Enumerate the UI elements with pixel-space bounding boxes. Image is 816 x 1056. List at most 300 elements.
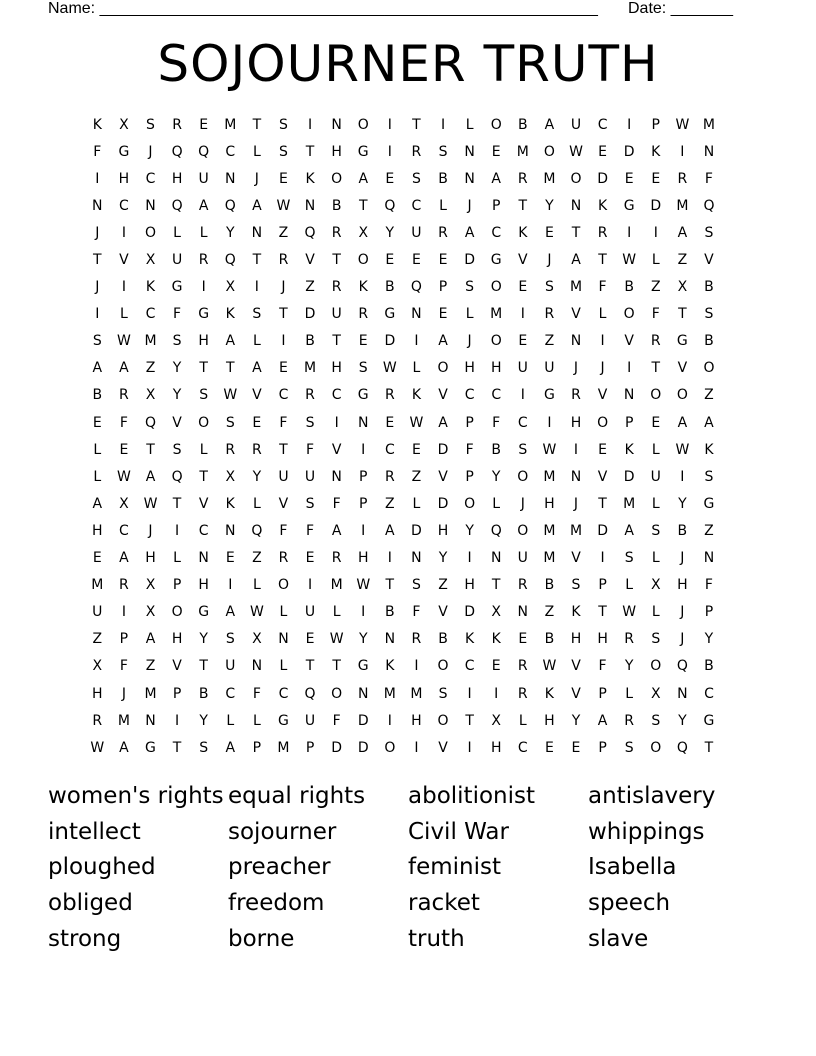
grid-letter: Q (490, 522, 502, 539)
grid-letter: O (384, 739, 396, 756)
grid-letter: S (199, 387, 209, 404)
grid-letter: I (494, 685, 499, 702)
grid-letter: Y (678, 495, 687, 512)
grid-letter: E (598, 143, 607, 160)
grid-letter: G (384, 306, 396, 323)
grid-letter: L (252, 333, 261, 350)
grid-letter: I (201, 279, 206, 296)
grid-letter: A (438, 333, 448, 350)
grid-letter: R (624, 631, 635, 648)
grid-letter: D (650, 197, 662, 214)
grid-letter: N (677, 685, 688, 702)
grid-letter: D (597, 170, 608, 187)
grid-letter: U (198, 170, 209, 187)
grid-letter: J (680, 550, 685, 567)
grid-letter: T (279, 441, 288, 458)
grid-letter: F (651, 306, 660, 323)
grid-letter: L (625, 685, 634, 702)
name-field-label[interactable]: Name: ________________________________________________________ (48, 0, 598, 17)
grid-letter: V (119, 252, 129, 269)
grid-letter: I (387, 116, 392, 133)
grid-letter: E (518, 333, 528, 350)
grid-letter: Y (545, 197, 554, 214)
grid-letter: N (331, 468, 342, 485)
grid-letter: L (279, 658, 288, 675)
grid-letter: V (331, 441, 342, 458)
grid-letter: R (384, 387, 395, 404)
grid-letter: Y (491, 468, 501, 485)
grid-letter: Y (678, 712, 687, 729)
grid-letter: D (357, 739, 369, 756)
grid-letter: M (144, 333, 157, 350)
grid-letter: Y (704, 631, 714, 648)
grid-letter: Q (224, 197, 236, 214)
word-bank-item: freedom (228, 889, 325, 916)
grid-letter: M (330, 577, 343, 594)
grid-letter: W (542, 441, 557, 458)
grid-letter: A (145, 468, 156, 485)
grid-letter: M (543, 170, 556, 187)
grid-letter: L (332, 604, 341, 621)
grid-letter: X (119, 116, 129, 133)
grid-letter: E (544, 739, 554, 756)
grid-letter: E (571, 739, 581, 756)
grid-letter: D (437, 441, 449, 458)
grid-letter: R (597, 224, 608, 241)
grid-letter: W (143, 495, 158, 512)
grid-letter: U (650, 468, 661, 485)
grid-letter: O (357, 116, 369, 133)
grid-letter: L (252, 143, 261, 160)
grid-letter: T (598, 604, 607, 621)
grid-letter: L (492, 495, 501, 512)
grid-letter: S (225, 414, 235, 431)
grid-letter: V (518, 252, 528, 269)
grid-letter: X (225, 279, 236, 296)
grid-letter: S (651, 522, 661, 539)
grid-letter: S (279, 143, 288, 160)
grid-letter: N (490, 550, 502, 567)
grid-letter: E (411, 441, 421, 458)
grid-letter: R (650, 333, 661, 350)
grid-letter: U (517, 550, 528, 567)
grid-letter: T (465, 712, 474, 729)
grid-letter: Q (171, 468, 183, 485)
grid-letter: B (704, 333, 714, 350)
grid-letter: X (252, 631, 262, 648)
grid-letter: I (334, 414, 339, 431)
grid-letter: Z (650, 279, 661, 296)
grid-letter: O (277, 577, 289, 594)
grid-letter: P (359, 495, 368, 512)
grid-letter: Y (199, 631, 208, 648)
grid-letter: W (116, 468, 131, 485)
grid-letter: B (331, 197, 342, 214)
grid-letter: N (570, 468, 582, 485)
grid-letter: O (171, 604, 183, 621)
grid-letter: P (651, 116, 660, 133)
grid-letter: P (172, 577, 182, 594)
grid-letter: M (516, 143, 529, 160)
grid-letter: O (331, 685, 343, 702)
grid-letter: P (359, 468, 368, 485)
grid-letter: H (437, 522, 449, 539)
grid-letter: G (357, 387, 369, 404)
grid-letter: F (279, 522, 288, 539)
grid-letter: T (199, 360, 208, 377)
grid-letter: V (278, 495, 289, 512)
grid-letter: R (172, 116, 182, 133)
grid-letter: X (92, 658, 103, 675)
grid-letter: I (573, 441, 579, 458)
grid-letter: H (118, 170, 130, 187)
grid-letter: G (357, 143, 369, 160)
grid-letter: J (547, 252, 552, 269)
word-bank-item: borne (228, 925, 295, 952)
grid-letter: A (145, 631, 156, 648)
grid-letter: J (467, 333, 472, 350)
grid-letter: A (677, 414, 688, 431)
grid-letter: R (571, 387, 581, 404)
grid-letter: M (543, 550, 556, 567)
grid-letter: E (438, 252, 448, 269)
grid-letter: T (332, 252, 341, 269)
grid-letter: U (304, 604, 316, 621)
grid-letter: E (305, 550, 315, 567)
grid-letter: D (464, 252, 475, 269)
word-bank-item: strong (48, 925, 122, 952)
grid-letter: W (675, 116, 690, 133)
grid-letter: N (384, 631, 396, 648)
grid-letter: C (145, 170, 156, 187)
grid-letter: Z (704, 522, 714, 539)
grid-letter: S (571, 577, 581, 594)
grid-letter: O (357, 252, 369, 269)
grid-letter: S (358, 360, 368, 377)
grid-letter: P (624, 414, 634, 431)
grid-letter: S (651, 712, 661, 729)
grid-letter: I (175, 712, 180, 729)
grid-letter: V (305, 252, 315, 269)
grid-letter: P (598, 739, 607, 756)
grid-letter: H (331, 360, 342, 377)
grid-letter: I (387, 550, 392, 567)
grid-letter: F (93, 143, 102, 160)
grid-letter: O (517, 522, 529, 539)
grid-letter: Y (172, 387, 182, 404)
grid-letter: K (411, 387, 422, 404)
grid-letter: M (304, 360, 317, 377)
grid-letter: A (385, 522, 395, 539)
grid-letter: A (225, 604, 236, 621)
grid-letter: G (118, 143, 130, 160)
grid-letter: D (357, 712, 369, 729)
grid-letter: R (384, 468, 395, 485)
word-bank-item: sojourner (228, 818, 337, 845)
grid-letter: I (600, 550, 605, 567)
grid-letter: P (252, 739, 262, 756)
grid-letter: S (651, 631, 661, 648)
grid-letter: P (172, 685, 182, 702)
grid-letter: Z (411, 468, 422, 485)
grid-letter: Z (544, 604, 555, 621)
grid-letter: H (92, 685, 103, 702)
grid-letter: E (385, 252, 395, 269)
grid-letter: L (465, 116, 474, 133)
grid-letter: X (650, 577, 661, 594)
grid-letter: V (571, 306, 581, 323)
grid-letter: L (252, 712, 261, 729)
grid-letter: K (518, 224, 528, 241)
grid-letter: E (598, 441, 607, 458)
grid-letter: A (438, 414, 448, 431)
grid-letter: X (491, 604, 501, 621)
grid-letter: K (465, 631, 475, 648)
grid-letter: X (225, 468, 236, 485)
grid-letter: M (277, 739, 290, 756)
grid-letter: D (464, 604, 475, 621)
grid-letter: S (305, 495, 315, 512)
grid-letter: H (464, 577, 475, 594)
grid-letter: T (252, 116, 262, 133)
grid-letter: V (198, 495, 209, 512)
grid-letter: A (252, 197, 262, 214)
grid-letter: C (278, 685, 289, 702)
grid-letter: W (90, 739, 105, 756)
grid-letter: E (305, 631, 315, 648)
grid-letter: L (226, 712, 235, 729)
grid-letter: T (279, 306, 288, 323)
header (0, 0, 816, 20)
date-field-label[interactable]: Date: _______ (628, 0, 733, 17)
grid-letter: S (92, 333, 102, 350)
grid-letter: T (225, 360, 235, 377)
grid-letter: F (306, 522, 315, 539)
grid-letter: O (703, 360, 715, 377)
grid-letter: E (518, 279, 528, 296)
grid-letter: H (92, 522, 103, 539)
grid-letter: T (305, 658, 315, 675)
grid-letter: E (518, 631, 528, 648)
grid-letter: A (225, 739, 236, 756)
grid-letter: T (199, 468, 208, 485)
word-bank-item: Civil War (408, 818, 509, 845)
grid-letter: C (225, 143, 236, 160)
word-bank-item: equal rights (228, 782, 366, 809)
grid-letter: G (623, 197, 635, 214)
grid-letter: G (145, 739, 156, 756)
grid-letter: O (331, 170, 343, 187)
grid-letter: J (121, 685, 126, 702)
grid-letter: S (279, 116, 288, 133)
grid-letter: R (411, 143, 422, 160)
grid-letter: N (225, 170, 236, 187)
grid-letter: R (358, 306, 369, 323)
grid-letter: C (384, 441, 395, 458)
grid-letter: R (438, 224, 448, 241)
grid-letter: G (198, 604, 210, 621)
grid-letter: D (437, 495, 449, 512)
grid-letter: S (518, 441, 528, 458)
grid-letter: E (411, 252, 421, 269)
grid-letter: N (225, 522, 236, 539)
grid-letter: H (677, 577, 688, 594)
grid-letter: A (92, 360, 103, 377)
grid-letter: T (93, 252, 102, 269)
grid-letter: E (651, 170, 661, 187)
grid-letter: C (464, 387, 475, 404)
grid-letter: Q (171, 197, 183, 214)
grid-letter: I (467, 685, 472, 702)
grid-letter: R (677, 170, 688, 187)
grid-letter: R (331, 279, 342, 296)
grid-letter: F (704, 577, 713, 594)
grid-letter: N (357, 414, 369, 431)
grid-letter: Y (172, 360, 182, 377)
grid-letter: R (198, 252, 209, 269)
grid-letter: L (651, 252, 660, 269)
grid-letter: T (358, 197, 368, 214)
grid-letter: M (490, 306, 503, 323)
grid-letter: O (650, 387, 662, 404)
grid-letter: P (598, 685, 607, 702)
grid-letter: R (331, 224, 342, 241)
grid-letter: Z (438, 577, 448, 594)
grid-letter: F (492, 414, 501, 431)
grid-letter: W (622, 604, 637, 621)
grid-letter: E (358, 333, 368, 350)
grid-letter: V (438, 387, 448, 404)
grid-letter: M (569, 522, 583, 539)
grid-letter: B (624, 279, 634, 296)
grid-letter: O (597, 414, 609, 431)
grid-letter: T (332, 333, 341, 350)
grid-letter: Y (385, 224, 395, 241)
grid-letter: I (627, 360, 632, 377)
grid-letter: F (598, 658, 607, 675)
grid-letter: B (305, 333, 315, 350)
grid-letter: I (361, 441, 366, 458)
grid-letter: M (676, 197, 689, 214)
grid-letter: L (439, 197, 447, 214)
word-bank-item: intellect (48, 818, 141, 845)
grid-letter: I (520, 306, 525, 323)
grid-letter: J (573, 495, 579, 512)
grid-letter: I (680, 143, 685, 160)
grid-letter: C (411, 197, 422, 214)
grid-letter: Y (465, 522, 474, 539)
grid-letter: E (119, 441, 129, 458)
grid-letter: N (251, 224, 263, 241)
grid-letter: U (171, 252, 183, 269)
grid-letter: G (357, 658, 369, 675)
grid-letter: R (305, 387, 315, 404)
grid-letter: X (358, 224, 369, 241)
grid-letter: O (676, 387, 688, 404)
grid-letter: A (677, 224, 688, 241)
grid-letter: O (198, 414, 210, 431)
grid-letter: D (411, 522, 422, 539)
grid-letter: L (465, 306, 474, 323)
grid-letter: A (544, 116, 555, 133)
grid-letter: S (465, 279, 475, 296)
grid-letter: R (544, 306, 555, 323)
grid-letter: V (571, 658, 581, 675)
grid-letter: M (702, 116, 715, 133)
grid-letter: S (252, 306, 262, 323)
grid-letter: N (464, 143, 475, 160)
grid-letter: T (518, 197, 528, 214)
grid-letter: B (677, 522, 688, 539)
grid-letter: D (331, 739, 343, 756)
grid-letter: V (571, 685, 581, 702)
grid-letter: L (173, 224, 181, 241)
grid-letter: V (677, 360, 688, 377)
grid-letter: I (228, 577, 233, 594)
grid-letter: A (119, 739, 129, 756)
grid-letter: R (517, 170, 528, 187)
grid-letter: P (598, 577, 607, 594)
grid-letter: R (278, 252, 289, 269)
grid-letter: T (704, 739, 714, 756)
word-bank-item: Isabella (588, 854, 677, 881)
grid-letter: L (279, 604, 288, 621)
grid-letter: Q (410, 279, 422, 296)
grid-letter: I (520, 387, 525, 404)
grid-letter: C (491, 224, 502, 241)
grid-letter: E (92, 550, 102, 567)
grid-letter: C (597, 116, 608, 133)
grid-letter: A (92, 495, 103, 512)
grid-letter: P (465, 414, 474, 431)
grid-letter: C (225, 685, 236, 702)
grid-letter: V (172, 414, 182, 431)
grid-letter: L (93, 468, 102, 485)
grid-letter: Y (571, 712, 581, 729)
grid-letter: U (331, 306, 342, 323)
grid-letter: U (411, 224, 422, 241)
grid-letter: Z (145, 658, 156, 675)
grid-letter: F (598, 279, 607, 296)
grid-letter: S (411, 170, 421, 187)
grid-letter: E (199, 116, 209, 133)
grid-letter: I (307, 577, 313, 594)
grid-letter: P (465, 468, 474, 485)
grid-letter: S (411, 577, 421, 594)
grid-letter: O (144, 224, 156, 241)
grid-letter: Q (171, 143, 183, 160)
grid-letter: B (544, 577, 555, 594)
grid-letter: W (542, 658, 557, 675)
grid-letter: I (467, 550, 472, 567)
grid-letter: U (304, 712, 316, 729)
grid-letter: I (387, 143, 392, 160)
word-bank-item: antislavery (588, 782, 716, 809)
grid-letter: G (198, 306, 210, 323)
grid-letter: R (119, 387, 129, 404)
grid-letter: T (571, 224, 581, 241)
grid-letter: X (650, 685, 661, 702)
grid-letter: R (225, 441, 236, 458)
grid-letter: J (680, 631, 685, 648)
grid-letter: L (173, 550, 181, 567)
grid-letter: R (92, 712, 103, 729)
word-bank-item: speech (588, 889, 671, 916)
grid-letter: R (411, 631, 422, 648)
word-bank-item: whippings (588, 818, 705, 845)
grid-letter: Y (252, 468, 262, 485)
grid-letter: A (624, 522, 634, 539)
